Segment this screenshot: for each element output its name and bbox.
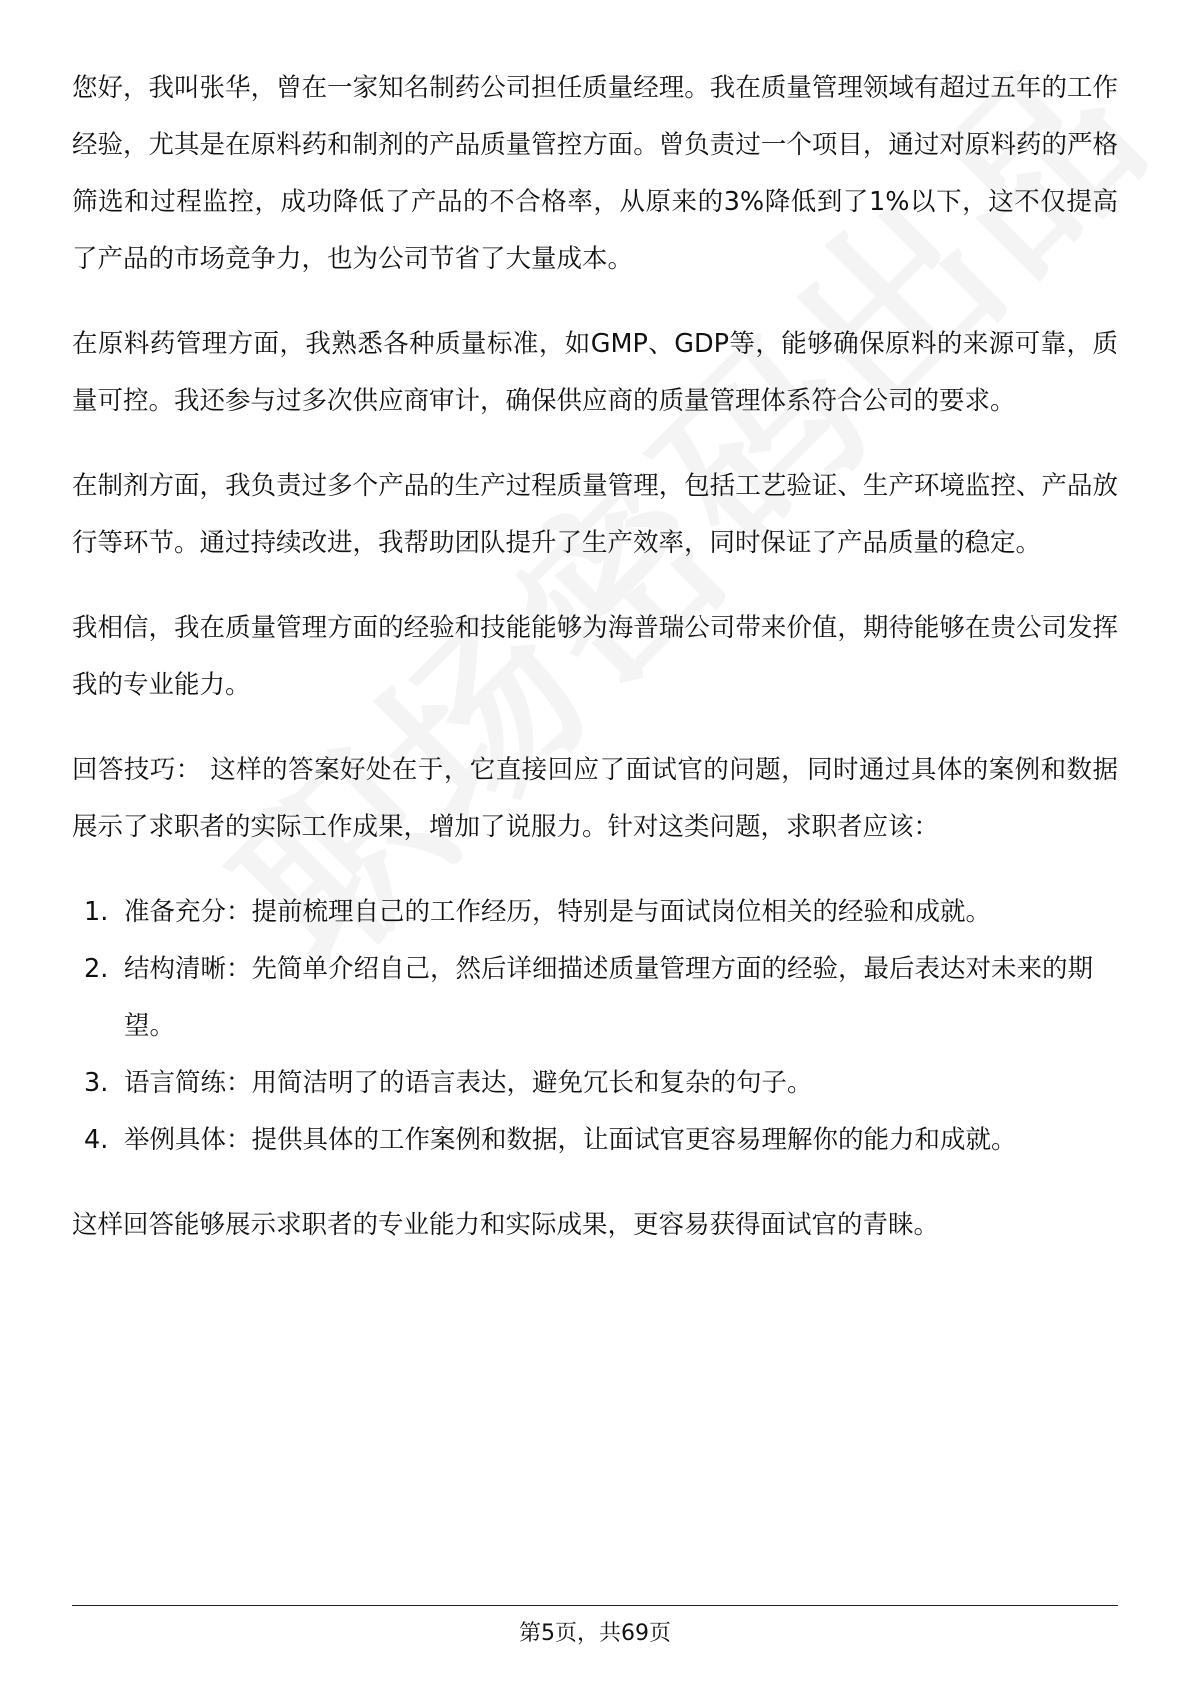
- page-content: [72, 60, 1118, 1282]
- footer-divider: [72, 1605, 1118, 1606]
- tips-list: [72, 884, 1118, 1169]
- list-item-text: 结构清晰：先简单介绍自己，然后详细描述质量管理方面的经验，最后表达对未来的期望。: [124, 954, 1094, 1041]
- list-item: [72, 884, 1118, 941]
- paragraph-summary: 这样回答能够展示求职者的专业能力和实际成果，更容易获得面试官的青睐。: [72, 1210, 940, 1240]
- list-item: [72, 1055, 1118, 1112]
- list-item-number: 4.: [84, 1125, 109, 1155]
- paragraph-api-management: 在原料药管理方面，我熟悉各种质量标准，如GMP、GDP等，能够确保原料的来源可靠，质量可控。我还参与过多次供应商审计，确保供应商的质量管理体系符合公司的要求。: [72, 329, 1118, 416]
- list-item-text: 准备充分：提前梳理自己的工作经历，特别是与面试岗位相关的经验和成就。: [124, 897, 992, 927]
- list-item: [72, 1112, 1118, 1169]
- paragraph-formulation: 在制剂方面，我负责过多个产品的生产过程质量管理，包括工艺验证、生产环境监控、产品放行等环节。通过持续改进，我帮助团队提升了生产效率，同时保证了产品质量的稳定。: [72, 471, 1118, 558]
- list-item-number: 2.: [84, 954, 109, 984]
- list-item-number: 1.: [84, 897, 109, 927]
- paragraph-intro: 您好，我叫张华，曾在一家知名制药公司担任质量经理。我在质量管理领域有超过五年的工作经验，尤其是在原料药和制剂的产品质量管控方面。曾负责过一个项目，通过对原料药的严格筛选和过程监控，成功降低了产品的不合格率，从原来的3%降低到了1%以下，这不仅提高了产品的市场竞争力，也为公司节省了大量成本。: [72, 73, 1118, 274]
- list-item-text: 语言简练：用简洁明了的语言表达，避免冗长和复杂的句子。: [124, 1068, 813, 1098]
- list-item-number: 3.: [84, 1068, 109, 1098]
- list-item: [72, 941, 1118, 1055]
- paragraph-closing-statement: 我相信，我在质量管理方面的经验和技能能够为海普瑞公司带来价值，期待能够在贵公司发挥我的专业能力。: [72, 613, 1118, 700]
- list-item-text: 举例具体：提供具体的工作案例和数据，让面试官更容易理解你的能力和成就。: [124, 1125, 1017, 1155]
- page-number: 第5页，共69页: [519, 1621, 671, 1646]
- paragraph-answer-tips: 回答技巧： 这样的答案好处在于，它直接回应了面试官的问题，同时通过具体的案例和数据展示了求职者的实际工作成果，增加了说服力。针对这类问题，求职者应该：: [72, 755, 1118, 842]
